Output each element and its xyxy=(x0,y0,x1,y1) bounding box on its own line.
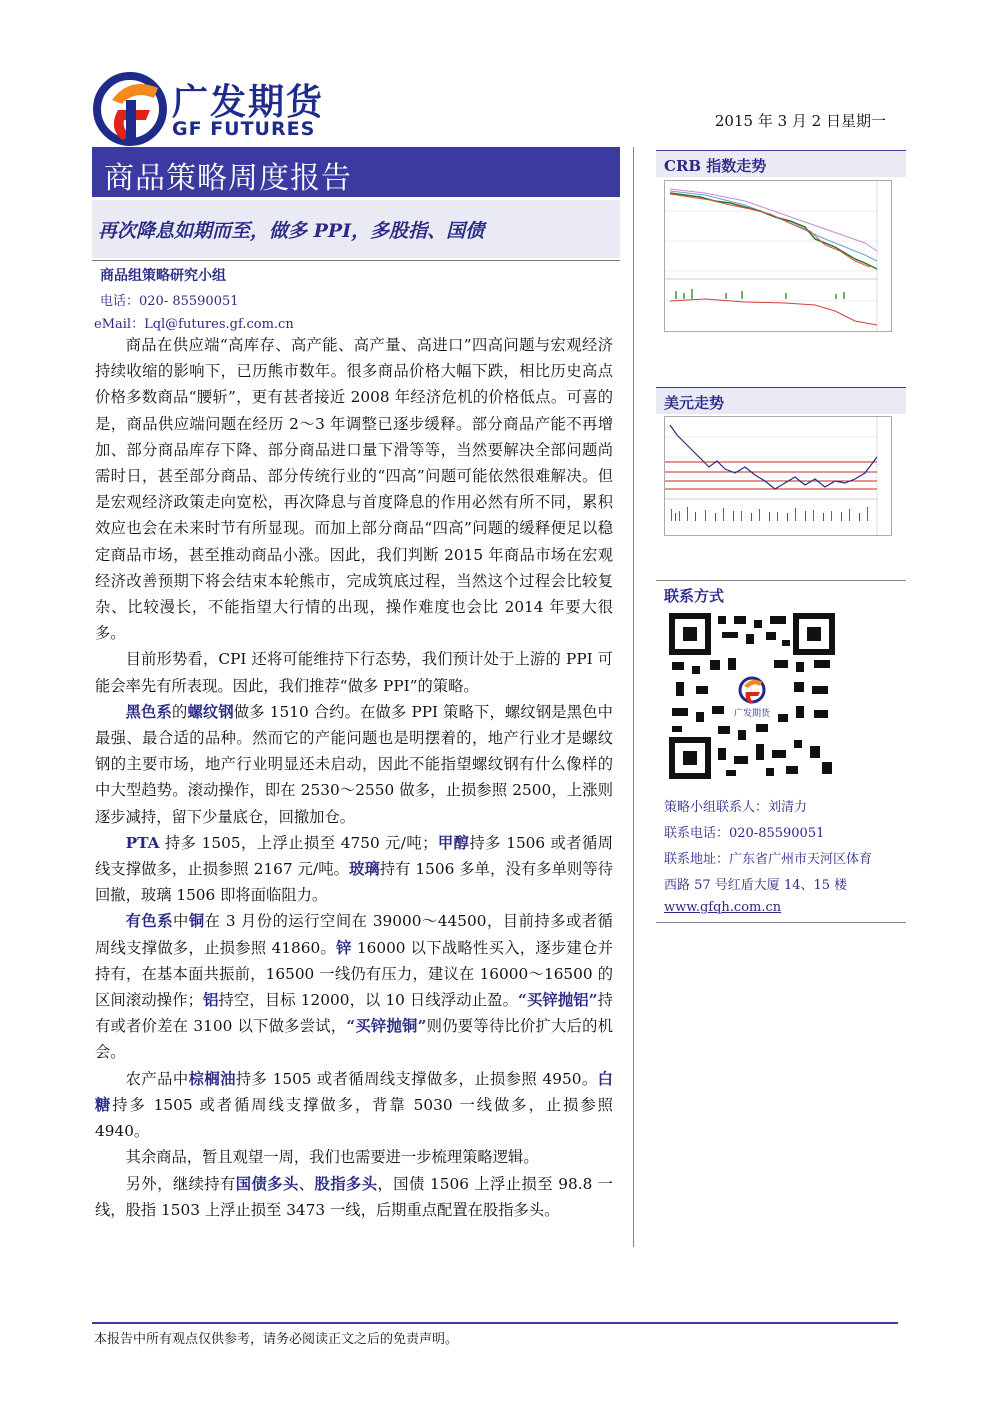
text: 中 xyxy=(173,912,189,931)
highlight: 铝 xyxy=(202,991,219,1010)
paragraph-agriculture xyxy=(95,1066,613,1145)
paragraph-others: 其余商品，暂且观望一周，我们也需要进一步梳理策略逻辑。 xyxy=(125,1148,539,1167)
crb-section-header xyxy=(656,150,906,177)
usd-section-header xyxy=(656,387,906,414)
text: 持多 1505 或者循周线支撑做多，止损参照 4950。 xyxy=(235,1069,598,1088)
text: 在 3 月份的运行空间在 39000～44500，目前持多或者循周线支撑做多，止损参照 41860。 xyxy=(95,912,613,957)
paragraph-ppi: 目前形势看，CPI 还将可能维持下行态势，我们预计处于上游的 PPI 可能会率先有所表现。因此，我们推荐“做多 PPI”的策略。 xyxy=(95,650,613,695)
divider xyxy=(92,260,620,261)
qr-code-graphic xyxy=(666,610,838,782)
report-subtitle: 再次降息如期而至，做多 PPI，多股指、国债 xyxy=(98,220,485,242)
crb-chart-image xyxy=(664,180,892,332)
column-divider xyxy=(633,147,634,1247)
team-email: eMail：Lql@futures.gf.com.cn xyxy=(94,317,294,332)
highlight: 有色系 xyxy=(125,912,174,931)
highlight: 螺纹钢 xyxy=(187,702,234,721)
highlight: 国债多头 xyxy=(235,1174,299,1193)
highlight: 棕榈油 xyxy=(188,1069,236,1088)
team-phone: 电话：020- 85590051 xyxy=(100,294,239,309)
website-link[interactable]: www.gfqh.com.cn xyxy=(664,900,782,915)
highlight: PTA xyxy=(125,833,160,852)
paragraph-ferrous xyxy=(95,699,613,830)
highlight: 锌 xyxy=(336,938,352,957)
paragraph-chemicals xyxy=(95,830,613,909)
subtitle-box xyxy=(92,200,620,258)
text: 则仍要等待比价扩大后的机会。 xyxy=(95,1017,613,1062)
highlight: 黑色系 xyxy=(125,702,172,721)
text: 持多 1505 或者循周线支撑做多，背靠 5030 一线做多，止损参照 4940。 xyxy=(95,1095,613,1141)
text: 的 xyxy=(171,702,188,721)
logo-mark-icon xyxy=(92,70,168,148)
qr-brand-label: 广发期货 xyxy=(733,709,771,719)
paragraph-financials xyxy=(95,1171,613,1223)
contact-person: 策略小组联系人：刘清力 xyxy=(664,800,808,815)
contact-title: 联系方式 xyxy=(664,587,725,605)
text: 持有 1506 多单，没有多单则等待回撤，玻璃 1506 即将面临阻力。 xyxy=(95,860,614,905)
crb-title: CRB 指数走势 xyxy=(664,157,767,175)
usd-title: 美元走势 xyxy=(664,394,725,412)
contact-address-line1: 联系地址：广东省广州市天河区体育 xyxy=(664,852,873,867)
highlight: 白糖 xyxy=(95,1069,613,1114)
disclaimer: 本报告中所有观点仅供参考，请务必阅读正文之后的免责声明。 xyxy=(94,1332,459,1347)
text: 做多 1510 合约。在做多 PPI 策略下，螺纹钢是黑色中最强、最合适的品种。然而它的产能问题也是明摆着的，地产行业才是螺纹钢的主要市场，地产行业明显还未启动，因此不能指望螺纹钢有什么像样的中大型趋势。滚动操作，即在 2530～2550 做多，止损参照 2500，上涨则逐步减持，留下少量底仓，回撤加仓。 xyxy=(95,702,613,826)
text: 持空，目标 12000，以 10 日线浮动止盈。 xyxy=(218,991,519,1010)
text: 另外，继续持有 xyxy=(125,1174,236,1193)
report-body xyxy=(95,332,613,1223)
highlight: “买锌抛铜” xyxy=(346,1017,427,1036)
report-date: 2015 年 3 月 2 日星期一 xyxy=(714,112,886,130)
highlight: 股指多头 xyxy=(314,1174,378,1193)
contact-phone: 联系电话：020-85590051 xyxy=(664,826,825,841)
text: 农产品中 xyxy=(125,1069,189,1088)
qr-code xyxy=(666,610,838,782)
highlight: 甲醇 xyxy=(437,833,470,852)
report-title: 商品策略周度报告 xyxy=(104,161,352,196)
gf-futures-logo xyxy=(92,70,342,148)
divider xyxy=(656,922,906,923)
title-banner xyxy=(92,147,620,197)
text: 持多 1505，上浮止损至 4750 元/吨； xyxy=(159,833,438,852)
crb-chart-graphic xyxy=(665,181,891,331)
usd-chart-graphic xyxy=(665,417,891,535)
paragraph-nonferrous xyxy=(95,908,613,1065)
text: ，国债 1506 上浮止损至 98.8 一线，股指 1503 上浮止损至 3473 一线，后期重点配置在股指多头。 xyxy=(95,1174,613,1219)
research-team: 商品组策略研究小组 xyxy=(100,268,226,284)
brand-name-en: GF FUTURES xyxy=(172,118,316,140)
highlight: “买锌抛铝” xyxy=(518,991,598,1010)
highlight: 铜 xyxy=(188,912,205,931)
footer-rule xyxy=(92,1322,898,1324)
paragraph-outlook: 商品在供应端“高库存、高产能、高产量、高进口”四高问题与宏观经济持续收缩的影响下，已历熊市数年。很多商品价格大幅下跌，相比历史高点价格多数商品“腰斩”，更有甚者接近 2008 年经济危机的价格低点。可喜的是，商品供应端问题在经历 2～3 年调整已逐步缓释。部分商品产能不再增加、部分商品库存下降、部分商品进口量下滑等等，当然要解决全部问题尚需时日，甚至部分商品、部分传统行业的“四高”问题可能依然很难解决。但是宏观经济政策走向宽松，再次降息与首度降息的作用必然有所不同，累积效应也会在未来时节有所显现。而加上部分商品“四高”问题的缓释便足以稳定商品市场，甚至推动商品小涨。因此，我们判断 2015 年商品市场在宏观经济改善预期下将会结束本轮熊市，完成筑底过程，当然这个过程会比较复杂、比较漫长，不能指望大行情的出现，操作难度也会比 2014 年要大很多。 xyxy=(95,336,613,643)
text: 持有或者价差在 3100 以下做多尝试， xyxy=(95,991,613,1036)
contact-address-line2: 西路 57 号红盾大厦 14、15 楼 xyxy=(664,878,848,893)
usd-chart-image xyxy=(664,416,892,536)
text: 、 xyxy=(298,1174,315,1193)
brand-name-cn: 广发期货 xyxy=(172,82,325,123)
highlight: 玻璃 xyxy=(348,860,380,879)
text: 16000 以下战略性买入，逐步建仓并持有，在基本面共振前，16500 一线仍有压力，建议在 16000～16500 的区间滚动操作； xyxy=(95,938,613,1010)
text: 持多 1506 或者循周线支撑做多，止损参照 2167 元/吨。 xyxy=(95,833,613,879)
contact-section-header xyxy=(656,581,906,607)
